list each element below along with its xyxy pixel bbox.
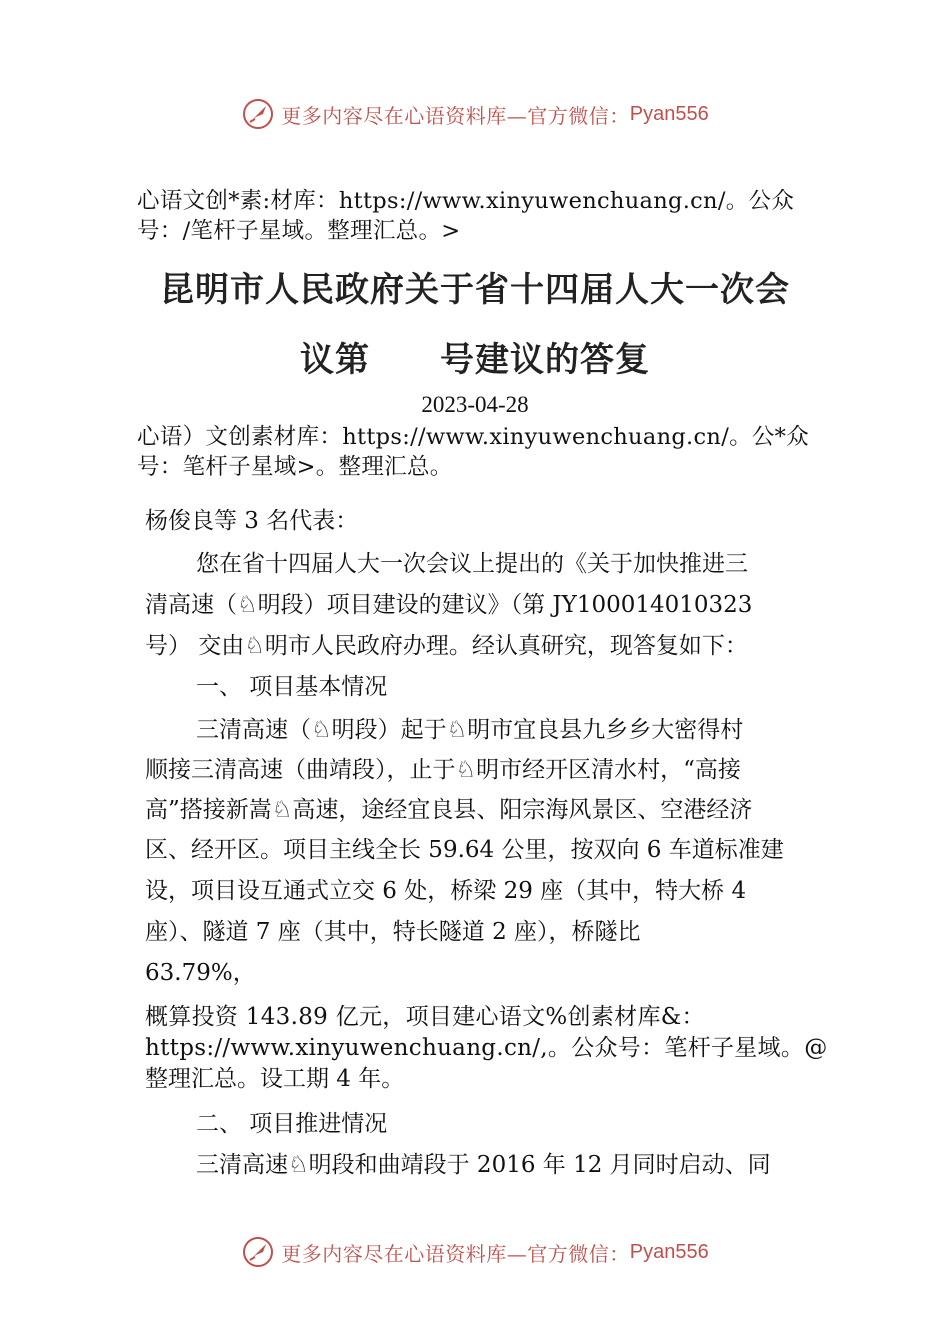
- body-line: 高”搭接新嵩♘高速，途经宜良县、阳宗海风景区、空港经济: [145, 797, 753, 823]
- salutation: 杨俊良等 3 名代表：: [145, 508, 359, 534]
- section-heading-1: 一、 项目基本情况: [196, 674, 388, 700]
- section-heading-2: 二、 项目推进情况: [196, 1111, 388, 1137]
- quill-logo-icon: [241, 1235, 275, 1269]
- body-line: 座）、隧道 7 座（其中，特长隧道 2 座），桥隧比: [145, 919, 641, 945]
- body-line: 设，项目设互通式立交 6 处，桥梁 29 座（其中，特大桥 4: [145, 878, 747, 904]
- watermark-wechat-id: Pyan556: [629, 102, 709, 125]
- document-title-line-2: 议第 号建议的答复: [300, 340, 650, 380]
- document-date: 2023-04-28: [421, 392, 529, 417]
- watermark-text: 更多内容尽在心语资料库—官方微信：: [281, 1241, 630, 1266]
- body-line: 清高速（♘明段）项目建设的建议》（第 JY100014010323: [145, 592, 753, 618]
- body-line: 三清高速♘明段和曲靖段于 2016 年 12 月同时启动、同: [196, 1152, 771, 1178]
- body-line: 三清高速（♘明段）起于♘明市宜良县九乡乡大密得村: [196, 717, 744, 743]
- watermark-text: 更多内容尽在心语资料库—官方微信：: [281, 103, 630, 128]
- body-line: 号） 交由♘明市人民政府办理。经认真研究，现答复如下：: [145, 633, 748, 659]
- watermark-footer: [0, 1232, 950, 1272]
- body-line: https://www.xinyuwenchuang.cn/,。公众号：笔杆子星域。@: [145, 1035, 828, 1061]
- quill-logo-icon: [241, 97, 275, 131]
- source-line-1: 心语）文创素材库：https://www.xinyuwenchuang.cn/。公*众: [137, 424, 810, 450]
- body-line: 您在省十四届人大一次会议上提出的《关于加快推进三: [196, 551, 748, 577]
- body-line: 63.79%，: [145, 960, 256, 986]
- body-line: 顺接三清高速（曲靖段），止于♘明市经开区清水村，“高接: [145, 757, 741, 783]
- header-line-2: 号：/笔杆子星域。整理汇总。>: [137, 218, 461, 244]
- watermark-wechat-id: Pyan556: [629, 1240, 709, 1263]
- source-line-2: 号：笔杆子星域>。整理汇总。: [137, 454, 453, 480]
- body-line: 区、经开区。项目主线全长 59.64 公里，按双向 6 车道标准建: [145, 837, 784, 863]
- body-line: 整理汇总。设工期 4 年。: [145, 1066, 405, 1092]
- body-line: 概算投资 143.89 亿元，项目建心语文%创素材库&：: [145, 1004, 705, 1030]
- header-line-1: 心语文创*素:材库：https://www.xinyuwenchuang.cn/。公众: [137, 188, 795, 214]
- document-title-line-1: 昆明市人民政府关于省十四届人大一次会: [160, 270, 790, 310]
- watermark-header: [0, 94, 950, 134]
